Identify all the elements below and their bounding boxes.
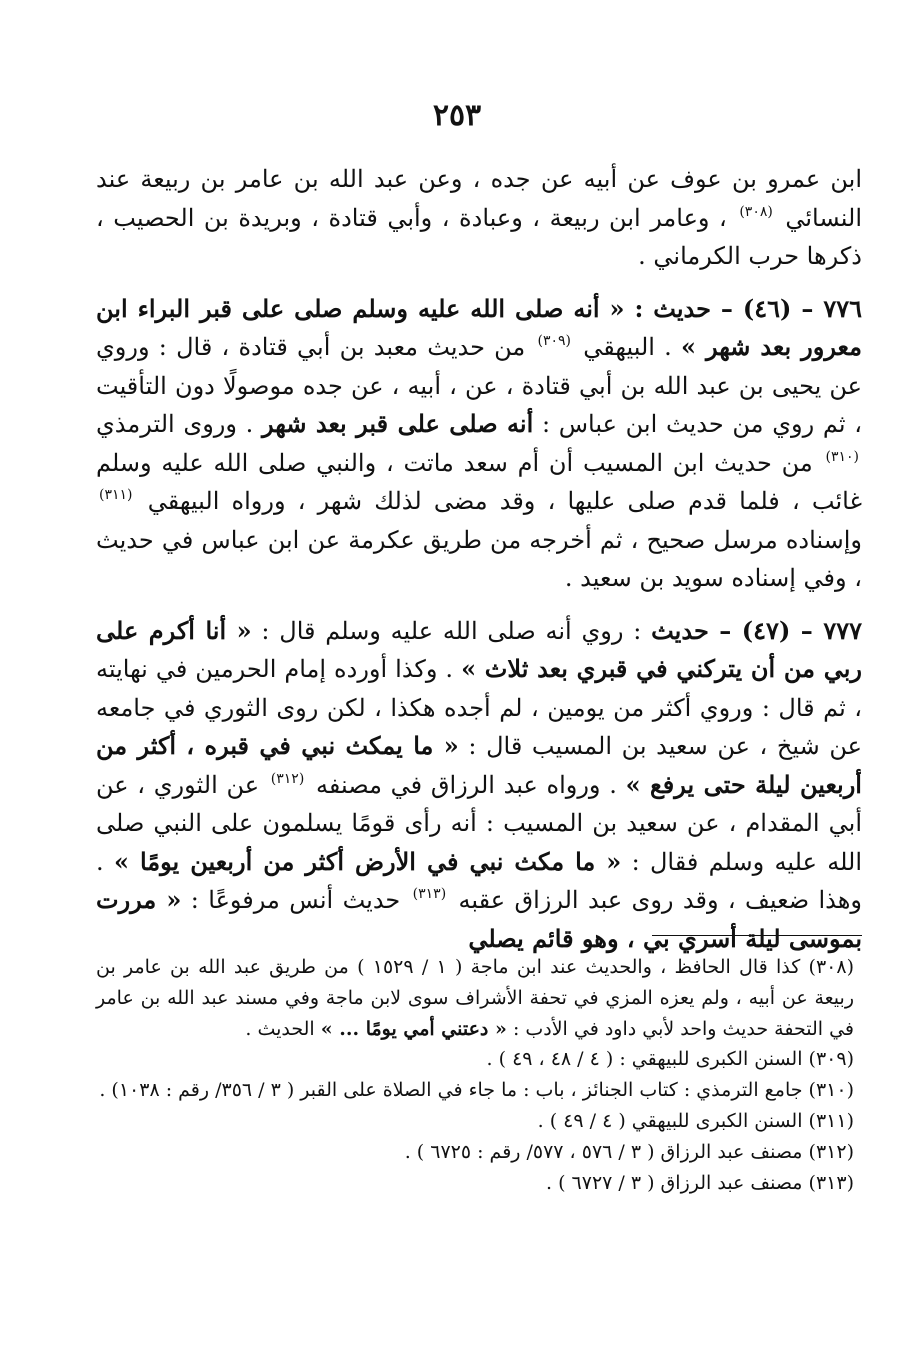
page-number: ٢٥٣ xyxy=(432,98,482,133)
footnote-ref-309[interactable]: (٣٠٩) xyxy=(537,333,572,349)
footnote-ref-308[interactable]: (٣٠٨) xyxy=(739,203,773,220)
footnote-divider xyxy=(652,935,862,936)
footnote-ref-310[interactable]: (٣١٠) xyxy=(825,448,859,465)
hadith-quote: « ما مكث نبي في الأرض أكثر من أربعين يومًا » xyxy=(113,846,622,876)
hadith-quote: « ما يمكث نبي في قبره ، أكثر من أربعين ليلة حتى يرفع » xyxy=(96,731,862,799)
text-run: وإسناده مرسل صحيح ، ثم أخرجه من طريق عكرمة عن ابن عباس في حديث ، وفي إسناده سويد بن سعيد . xyxy=(96,525,862,592)
text-run: حديث أنس مرفوعًا : xyxy=(190,886,401,914)
footnote-text: مصنف عبد الرزاق ( ٣ / ٦٧٢٧ ) . xyxy=(546,1171,803,1194)
footnote-313 xyxy=(96,1168,854,1199)
footnote-text: مصنف عبد الرزاق ( ٣ / ٥٧٦ ، ٥٧٧/ رقم : ٦٧٢٥ ) . xyxy=(404,1140,803,1163)
footnote-number: (٣١٢) xyxy=(808,1140,854,1163)
main-text xyxy=(96,160,862,958)
text-run: . وكذا أورده إمام الحرمين في نهايته ، ثم قال : وروي أكثر من يومين ، لم أجده هكذا ، لكن روى الثوري في جامعه عن شيخ ، عن سعيد بن المسيب قال : xyxy=(96,655,863,760)
hadith-quote: « مررت بموسى ليلة أسري بي ، وهو قائم يصلي xyxy=(96,885,862,953)
footnote-ref-313[interactable]: (٣١٣) xyxy=(412,886,447,902)
hadith-777 xyxy=(96,612,862,959)
footnote-number: (٣٠٨) xyxy=(808,956,854,978)
footnote-312 xyxy=(96,1137,854,1168)
text-run: ابن عمرو بن عوف عن أبيه عن جده ، وعن عبد الله بن عامر بن ربيعة عند النسائي xyxy=(96,165,862,232)
footnote-number: (٣٠٩) xyxy=(808,1048,854,1071)
footnote-311 xyxy=(96,1106,854,1137)
paragraph-intro xyxy=(96,160,862,276)
footnote-text: كذا قال الحافظ ، والحديث عند ابن ماجة ( ١ / ١٥٢٩ ) من طريق عبد الله بن عامر بن ربيعة عن أبيه ، ولم يعزه المزي في تحفة الأشراف سوى لابن ماجة وفي مسند عبد الله بن عامر في التحفة حديث واحد لأبي داود في الأدب : xyxy=(96,956,854,1040)
footnote-309 xyxy=(96,1044,854,1075)
footnote-308 xyxy=(96,952,854,1044)
text-run: من حديث ابن المسيب أن أم سعد ماتت ، والنبي صلى الله عليه وسلم غائب ، فلما قدم صلى عليها ، وقد مضى لذلك شهر ، ورواه البيهقي xyxy=(96,448,862,515)
hadith-quote: « أنا أكرم على ربي من أن يتركني في قبري بعد ثلاث » xyxy=(96,615,862,683)
text-run: : روي أنه صلى الله عليه وسلم قال : xyxy=(261,616,642,645)
text-run: . ورواه عبد الرزاق في مصنفه xyxy=(316,770,617,799)
footnote-ref-312[interactable]: (٣١٢) xyxy=(270,770,305,787)
footnote-text: السنن الكبرى للبيهقي : ( ٤ / ٤٨ ، ٤٩ ) . xyxy=(486,1048,803,1071)
text-run: من حديث معبد بن أبي قتادة ، قال : وروي عن يحيى بن عبد الله بن أبي قتادة ، عن ، أبيه ، عن جده موصولًا دون التأقيت ، ثم روي من حديث ابن عباس : xyxy=(96,333,862,438)
text-run: . البيهقي xyxy=(583,333,672,361)
footnote-number: (٣١١) xyxy=(808,1109,854,1132)
footnote-text: جامع الترمذي : كتاب الجنائز ، باب : ما جاء في الصلاة على القبر ( ٣ / ٣٥٦/ رقم : ١٠٣٨) . xyxy=(99,1079,803,1102)
hadith-quote: أنه صلى على قبر بعد شهر xyxy=(262,409,534,438)
footnote-ref-311[interactable]: (٣١١) xyxy=(99,487,133,503)
footnote-tail: الحديث . xyxy=(245,1017,315,1040)
hadith-heading: ٧٧٦ – (٤٦) – حديث : « أنه صلى الله عليه وسلم صلى على قبر البراء ابن معرور بعد شهر » xyxy=(96,293,862,361)
text-run: عن الثوري ، عن أبي المقدام ، عن سعيد بن المسيب : أنه رأى قومًا يسلمون على النبي صلى الله عليه وسلم فقال : xyxy=(96,770,862,876)
footnote-number: (٣١٠) xyxy=(808,1079,854,1102)
footnote-310 xyxy=(96,1075,854,1106)
footnote-quote: « دعتني أمي يومًا ... » xyxy=(320,1017,507,1040)
hadith-776 xyxy=(96,290,862,598)
text-run: . وروى الترمذي xyxy=(96,410,254,438)
text-run: ، وعامر ابن ربيعة ، وعبادة ، وأبي قتادة ، وبريدة بن الحصيب ، ذكرها حرب الكرماني . xyxy=(96,203,862,270)
text-run: . وهذا ضعيف ، وقد روى عبد الرزاق عقبه xyxy=(96,847,862,914)
footnote-text: السنن الكبرى للبيهقي ( ٤ / ٤٩ ) . xyxy=(537,1109,803,1132)
footnote-number: (٣١٣) xyxy=(808,1171,854,1194)
footnotes xyxy=(96,952,854,1198)
hadith-heading: ٧٧٧ – (٤٧) – حديث xyxy=(651,615,862,645)
